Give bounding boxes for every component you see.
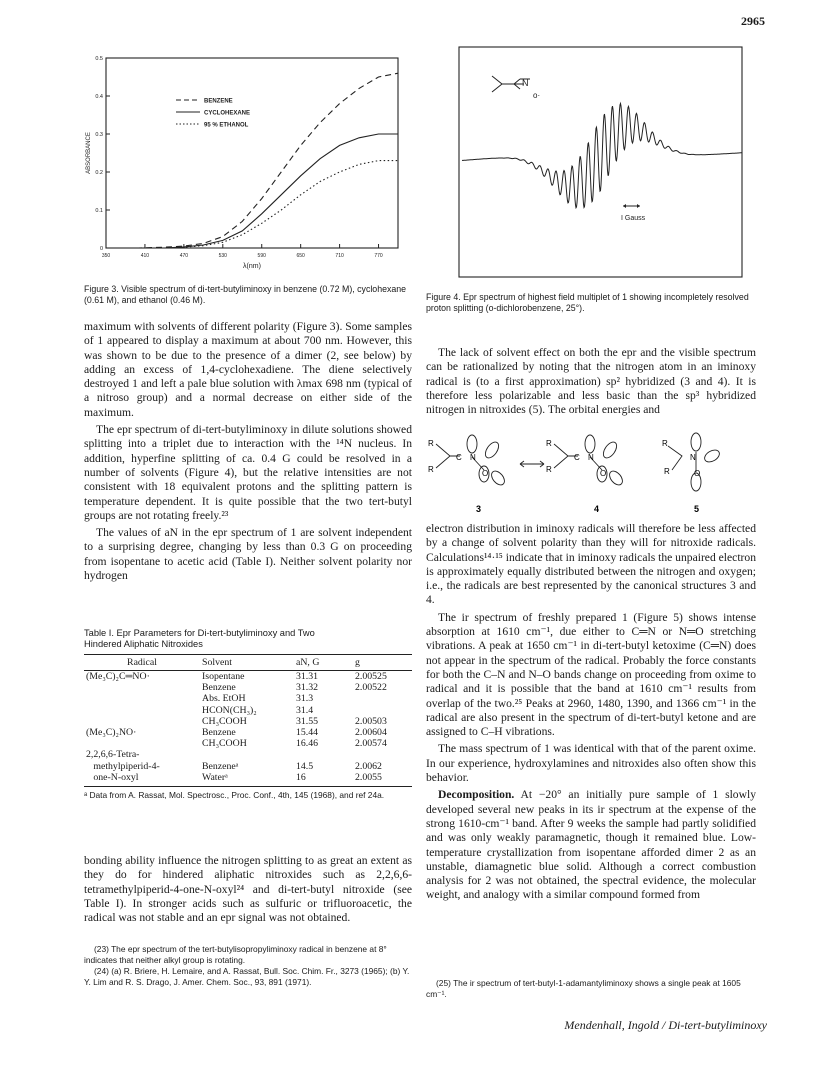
- table-cell: 2.00604: [355, 727, 387, 739]
- table-cell: methylpiperid-4-: [86, 760, 160, 772]
- plot-frame: [106, 58, 398, 248]
- svg-text:O: O: [694, 469, 701, 478]
- table-row: [84, 749, 412, 760]
- table-row: [84, 682, 412, 693]
- orbital-diagrams: [426, 430, 756, 518]
- paragraph: electron distribution in iminoxy radicals will therefore be less affected by a change of solvent polarity than they will for nitroxide radicals. Calculations¹⁴·¹⁵ indicate that in iminoxy radicals the unpaired electron is approximately equally distributed between the nitrogen and oxygen; i.e., the radicals are best represented by the canonical structures 3 and 4.: [426, 522, 756, 607]
- structures-3-4-5: [426, 430, 756, 518]
- y-tick-label: 0.2: [95, 170, 103, 176]
- svg-text:R: R: [546, 465, 552, 474]
- left-column-bottom: [84, 854, 412, 928]
- col-header-solvent: Solvent: [200, 655, 294, 671]
- y-tick-label: 0.4: [95, 94, 103, 100]
- paragraph: maximum with solvents of different polarity (Figure 3). Some samples of 1 appeared to display a maximum at about 700 nm. However, this was shown to be due to the presence of a dimer (2, see below) by adding an excess of 1,4-cyclohexadiene. The diene selectively destroyed 1 and left a pale blue solution with λmax 698 nm (typical of a nitroso group) and a normal decrease on either side of the maximum.: [84, 320, 412, 419]
- col-header-radical: Radical: [84, 655, 200, 671]
- table-cell: 2.0055: [353, 772, 412, 787]
- x-tick-label: 470: [179, 253, 189, 259]
- table-cell: Benzene: [202, 727, 236, 739]
- table-cell: 14.5: [296, 760, 314, 772]
- table-cell: 2.0062: [355, 760, 382, 772]
- table-cell: [84, 705, 200, 716]
- table-cell: [200, 749, 294, 760]
- table-cell: 15.44: [296, 727, 319, 739]
- x-tick-label: 770: [374, 253, 383, 259]
- table-row: [84, 772, 412, 787]
- table-cell: [353, 705, 412, 716]
- parameter-table: [84, 654, 412, 787]
- figure-3: [80, 50, 410, 280]
- table-row: [84, 738, 412, 749]
- svg-text:R: R: [662, 439, 668, 448]
- table-cell: [294, 749, 353, 760]
- structure-label-3: 3: [476, 504, 482, 514]
- paragraph: The mass spectrum of 1 was identical with that of the parent oxime. In our experience, hydroxylamines and nitroxides also often show this behavior.: [426, 742, 756, 785]
- y-tick-label: 0: [99, 246, 103, 252]
- y-axis-label: ABSORBANCE: [86, 132, 92, 174]
- col-header-an: aN, G: [294, 655, 353, 671]
- page-number: 2965: [741, 14, 765, 28]
- svg-text:N: N: [522, 78, 529, 88]
- x-tick-label: 590: [257, 253, 266, 259]
- epr-trace: [462, 104, 742, 208]
- table-cell: 16: [294, 772, 353, 787]
- table-cell: Benzeneᵃ: [202, 760, 239, 772]
- table-cell: 31.31: [296, 671, 319, 682]
- figure-4-caption: Figure 4. Epr spectrum of highest field multiplet of 1 showing incompletely resolved proton splitting (o-dichlorobenzene, 25°).: [426, 292, 749, 313]
- paragraph: The lack of solvent effect on both the epr and the visible spectrum can be rationalized by noting that the nitrogen atom in an iminoxy radical is (to a first approximation) sp² hybridized (3 and 4). It is therefore less polarizable and less basic than the sp³ hybridized nitrogen in nitroxides (5). The orbital energies and: [426, 346, 756, 417]
- gauss-scale-bar: [623, 204, 640, 208]
- table-cell: HCON(CH₃)₂: [202, 704, 257, 716]
- svg-text:R: R: [546, 439, 552, 448]
- figure-3-chart: [80, 50, 410, 280]
- table-footnote: ᵃ Data from A. Rassat, Mol. Spectrosc., Proc. Conf., 4th, 145 (1968), and ref 24a.: [84, 790, 385, 801]
- table-cell: Isopentane: [202, 671, 245, 682]
- legend-label: CYCLOHEXANE: [204, 110, 251, 117]
- x-tick-label: 650: [296, 253, 305, 259]
- figure-4: [458, 46, 758, 286]
- table-cell: 31.32: [296, 682, 319, 694]
- gauss-scale-label: I Gauss: [621, 215, 646, 222]
- table-title: Table I. Epr Parameters for Di-tert-butyliminoxy and Two Hindered Aliphatic Nitroxides: [84, 628, 315, 649]
- svg-text:o·: o·: [533, 91, 541, 100]
- x-tick-label: 350: [101, 253, 111, 259]
- y-tick-label: 0.3: [95, 132, 103, 138]
- x-tick-label: 710: [335, 253, 344, 259]
- paragraph: The values of aN in the epr spectrum of 1 are solvent independent to a surprising degree, changing by less than 0.3 G on proceeding from isopentane to acetic acid (Table I). Neither solvent polarity nor hydrogen: [84, 526, 412, 583]
- table-cell: 2,2,6,6-Tetra-: [86, 749, 140, 761]
- svg-text:R: R: [428, 465, 434, 474]
- table-cell: [353, 749, 412, 760]
- table-cell: 31.4: [296, 704, 314, 716]
- svg-text:N: N: [690, 453, 696, 462]
- decomposition-text: At −20° an initially pure sample of 1 slowly developed several new peaks in its ir spectrum at the expense of the strong 1610-cm⁻¹ band. After 9 weeks the sample had partly solidified and was only weakly paramagnetic, though it remained blue. Low-temperature crystallization from isopentane afforded dimer 2 as an unstable, diamagnetic blue solid. Although a correct combustion analysis for 2 was not obtained, the spectral evidence, the molecular weight, and analogy with a similar compound formed from: [426, 788, 756, 902]
- table-cell: 16.46: [296, 738, 319, 750]
- y-tick-label: 0.1: [95, 208, 103, 214]
- col-header-g: g: [353, 655, 412, 671]
- table-1: [84, 628, 412, 801]
- figure-4-epr-spectrum: [458, 46, 758, 286]
- svg-text:N: N: [588, 453, 594, 462]
- x-axis-label: λ(nm): [243, 263, 261, 270]
- y-tick-label: 0.5: [95, 56, 103, 62]
- x-tick-label: 530: [218, 253, 227, 259]
- table-cell: [84, 682, 200, 693]
- right-column-top: [426, 346, 756, 420]
- table-cell: Benzene: [202, 682, 236, 694]
- footnote-24: (24) (a) R. Briere, H. Lemaire, and A. Rassat, Bull. Soc. Chim. Fr., 3273 (1965); (b) Y. Y. Lim and R. S. Drago, J. Amer. Chem. Soc., 93, 891 (1971).: [84, 966, 410, 987]
- table-row: [84, 705, 412, 716]
- table-cell: [84, 738, 200, 749]
- table-cell: 2.00522: [355, 682, 387, 694]
- svg-text:O: O: [482, 469, 489, 478]
- series-line-1: [106, 134, 398, 248]
- table-cell: (Me₃C)₂NO·: [86, 727, 137, 739]
- table-row: [84, 716, 412, 727]
- svg-text:C: C: [456, 453, 462, 462]
- structure-label-4: 4: [594, 504, 600, 514]
- figure-3-caption: Figure 3. Visible spectrum of di-tert-butyliminoxy in benzene (0.72 M), cyclohexane (0.61 M), and ethanol (0.46 M).: [84, 284, 407, 305]
- table-cell: (Me₃C)₂C═NO·: [86, 671, 150, 682]
- table-row: [84, 761, 412, 772]
- right-column-bottom: [426, 522, 756, 906]
- table-cell: 2.00574: [355, 738, 387, 750]
- table-cell: Abs. EtOH: [202, 693, 246, 705]
- table-cell: 2.00525: [355, 671, 387, 682]
- svg-text:N: N: [470, 453, 476, 462]
- table-cell: 2.00503: [355, 715, 387, 727]
- svg-text:C: C: [574, 453, 580, 462]
- decomposition-heading: Decomposition.: [438, 788, 515, 802]
- legend-label: BENZENE: [204, 98, 233, 105]
- table-row: [84, 693, 412, 704]
- structure-label-5: 5: [694, 504, 700, 514]
- table-cell: [353, 693, 412, 704]
- table-cell: one-N-oxyl: [84, 772, 200, 787]
- table-row: [84, 671, 412, 683]
- footnote-25: (25) The ir spectrum of tert-butyl-1-adamantyliminoxy shows a single peak at 1605 cm⁻¹.: [426, 978, 741, 999]
- legend-label: 95 % ETHANOL: [204, 122, 249, 129]
- series-line-2: [106, 161, 398, 248]
- svg-text:R: R: [428, 439, 434, 448]
- table-cell: 31.55: [296, 715, 319, 727]
- table-cell: CH₃COOH: [202, 715, 247, 727]
- right-footnote: [426, 978, 756, 1000]
- decomposition-paragraph: [426, 788, 756, 902]
- paragraph: bonding ability influence the nitrogen splitting to as great an extent as they do for hindered aliphatic nitroxides such as 2,2,6,6-tetramethylpiperid-4-one-N-oxyl²⁴ and di-tert-butyl nitroxide (see Table I). In stronger acids such as sulfuric or trifluoroacetic, the radical was not stable and an epr signal was not obtained.: [84, 854, 412, 925]
- left-column-top: [84, 320, 412, 586]
- table-cell: [84, 716, 200, 727]
- footnote-23: (23) The epr spectrum of the tert-butylisopropyliminoxy radical in benzene at 8° indicates that neither alkyl group is rotating.: [84, 944, 387, 965]
- x-tick-label: 410: [140, 253, 150, 259]
- running-footer: Mendenhall, Ingold / Di-tert-butyliminoxy: [564, 1018, 767, 1032]
- svg-text:R: R: [664, 467, 670, 476]
- table-header-row: [84, 655, 412, 671]
- left-footnotes: [84, 944, 412, 988]
- table-row: [84, 727, 412, 738]
- table-cell: Waterᵃ: [200, 772, 294, 787]
- paragraph: The ir spectrum of freshly prepared 1 (Figure 5) shows intense absorption at 1610 cm⁻¹, due either to C═N or N═O stretching vibrations. A peak at 1650 cm⁻¹ in di-tert-butyl ketoxime (C═N) does not appear in the spectrum of the radical. Probably the force constants for both the C–N and N–O bands change on proceeding from oxime to radical and it is possible that the band at 1610 cm⁻¹ results from overlap of the two.²⁵ Peaks at 2960, 1480, 1390, and 1366 cm⁻¹ in the radical are also present in the spectrum of di-tert-butyl ketone and are assigned to C–H vibrations.: [426, 610, 756, 739]
- paragraph: The epr spectrum of di-tert-butyliminoxy in dilute solutions showed splitting into a triplet due to interaction with the ¹⁴N nucleus. In addition, hyperfine splitting of ca. 0.4 G could be resolved in a number of solvents (Figure 4), but the relative intensities are not consistent with 18 equivalent protons and the splitting pattern is temperature dependent. It is quite possible that the two tert-butyl groups are not rotating freely.²³: [84, 423, 412, 522]
- table-cell: 31.3: [296, 693, 314, 705]
- table-cell: CH₃COOH: [202, 738, 247, 750]
- svg-text:O: O: [600, 469, 607, 478]
- table-cell: [84, 693, 200, 704]
